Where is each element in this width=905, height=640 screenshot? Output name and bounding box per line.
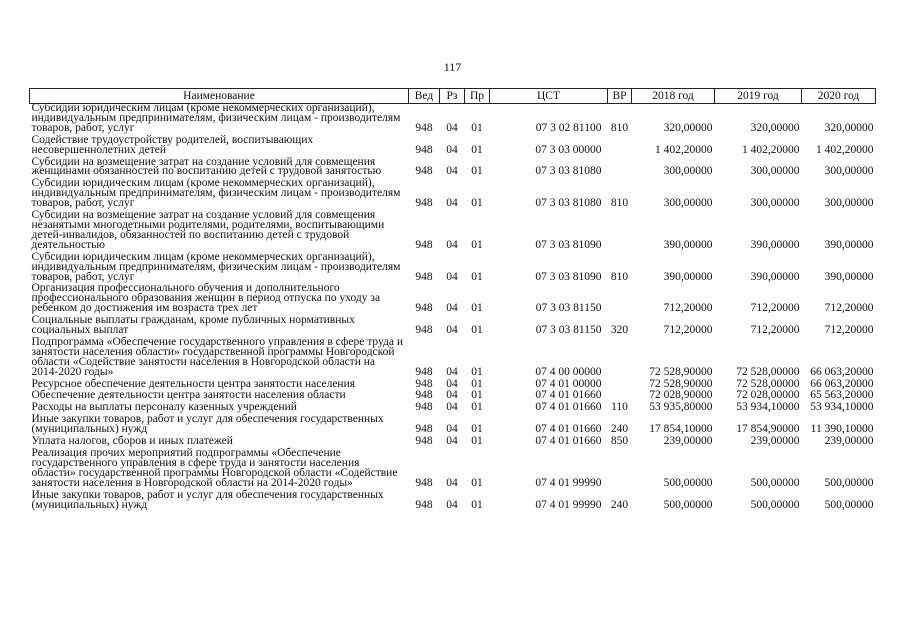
row-value-2020: 390,00000 [824, 238, 874, 251]
row-pr: 01 [471, 365, 483, 378]
budget-table [29, 88, 876, 512]
row-name: Содействие трудоустройству родителей, воспитывающих несовершеннолетних детей [31, 133, 314, 156]
row-value-2018: 72 528,90000 [649, 377, 713, 390]
header-rz: Рз [440, 89, 465, 104]
row-value-2018: 1 402,20000 [655, 143, 713, 156]
table-row [30, 415, 876, 437]
row-value-2020: 1 402,20000 [816, 143, 874, 156]
header-2019: 2019 год [715, 89, 802, 104]
row-value-2018: 320,00000 [663, 121, 713, 134]
table-body [30, 104, 876, 513]
row-name: Социальные выплаты гражданам, кроме публичных нормативных социальных выплат [31, 314, 355, 337]
row-value-2020: 65 563,20000 [810, 389, 874, 402]
row-pr: 01 [471, 165, 483, 178]
row-pr: 01 [471, 401, 483, 414]
row-vr: 320 [610, 324, 629, 337]
row-pr: 01 [471, 121, 483, 134]
row-vr [608, 380, 632, 392]
row-cst: 07 4 01 01660 [535, 401, 602, 414]
row-ved: 948 [415, 324, 433, 337]
row-ved: 948 [415, 143, 433, 156]
row-ved: 948 [415, 365, 433, 378]
header-ved: Вед [409, 89, 440, 104]
row-cst: 07 3 03 00000 [535, 143, 602, 156]
row-ved: 948 [415, 401, 433, 414]
header-2020: 2020 год [802, 89, 876, 104]
row-cst: 07 3 03 81080 [535, 197, 602, 210]
row-name: Иные закупки товаров, работ и услуг для обеспечения государственных (муниципальных) нужд [31, 413, 384, 436]
row-name: Реализация прочих мероприятий подпрограммы «Обеспечение государственного управления в сфере труда и занятости населения области» государственной программы Новгородской области «Содействие занятости населения в Новгородской области на 2014-2020 годы» [31, 447, 398, 489]
row-value-2018: 72 028,90000 [649, 389, 713, 402]
row-name: Организация профессионального обучения и дополнительного профессионального образования женщин в период отпуска по уходу за ребенком до достижения им возраста трех лет [31, 282, 381, 315]
row-name: Субсидии юридическим лицам (кроме некоммерческих организаций), индивидуальным предпринимателям, физическим лицам - производителям товаров, работ, услуг [31, 250, 401, 283]
row-value-2020: 300,00000 [824, 165, 874, 178]
row-rz: 04 [446, 197, 458, 210]
header-vr: ВР [608, 89, 632, 104]
row-value-2018: 712,20000 [663, 324, 713, 337]
row-value-2019: 17 854,90000 [736, 423, 800, 436]
row-vr: 240 [610, 498, 629, 511]
row-pr: 01 [471, 270, 483, 283]
row-ved: 948 [415, 270, 433, 283]
row-name: Расходы на выплаты персоналу казенных учреждений [31, 401, 297, 414]
row-ved: 948 [415, 389, 433, 402]
table-row [30, 136, 876, 158]
row-pr: 01 [471, 435, 483, 448]
row-vr: 850 [610, 435, 629, 448]
row-value-2018: 72 528,90000 [649, 365, 713, 378]
row-rz: 04 [446, 423, 458, 436]
page-number: 117 [443, 60, 462, 74]
row-rz: 04 [446, 238, 458, 251]
row-ved: 948 [415, 121, 433, 134]
row-rz: 04 [446, 435, 458, 448]
row-name: Субсидии юридическим лицам (кроме некоммерческих организаций), индивидуальным предпринимателям, физическим лицам - производителям товаров, работ, услуг [31, 102, 401, 134]
row-name: Ресурсное обеспечение деятельности центра занятости населения [31, 377, 356, 390]
row-value-2019: 390,00000 [750, 270, 800, 283]
row-rz: 04 [446, 377, 458, 390]
row-value-2019: 72 528,00000 [736, 365, 800, 378]
row-value-2020: 11 390,10000 [810, 423, 874, 436]
row-vr: 240 [610, 423, 629, 436]
row-value-2018: 300,00000 [663, 165, 713, 178]
row-ved: 948 [415, 476, 433, 489]
row-pr: 01 [471, 498, 483, 511]
row-cst: 07 3 03 81090 [535, 270, 602, 283]
row-value-2019: 239,00000 [750, 435, 800, 448]
row-vr [608, 211, 632, 253]
row-pr: 01 [471, 197, 483, 210]
row-value-2020: 66 063,20000 [810, 365, 874, 378]
row-cst: 07 3 02 81100 [535, 121, 602, 134]
table-row [30, 179, 876, 211]
row-vr [608, 136, 632, 158]
row-rz: 04 [446, 365, 458, 378]
row-ved: 948 [415, 197, 433, 210]
table-row [30, 338, 876, 380]
row-rz: 04 [446, 302, 458, 315]
table-row [30, 253, 876, 285]
row-rz: 04 [446, 389, 458, 402]
row-value-2018: 239,00000 [663, 435, 713, 448]
row-value-2019: 390,00000 [750, 238, 800, 251]
row-cst: 07 3 03 81080 [535, 165, 602, 178]
row-value-2019: 72 028,00000 [736, 389, 800, 402]
row-cst: 07 4 01 00000 [535, 377, 602, 390]
row-value-2020: 500,00000 [824, 476, 874, 489]
row-rz: 04 [446, 476, 458, 489]
row-rz: 04 [446, 121, 458, 134]
row-pr: 01 [471, 302, 483, 315]
header-2018: 2018 год [632, 89, 715, 104]
row-vr [608, 449, 632, 491]
table-row [30, 211, 876, 253]
row-pr: 01 [471, 238, 483, 251]
row-value-2019: 500,00000 [750, 498, 800, 511]
table-row [30, 158, 876, 180]
row-vr [608, 338, 632, 380]
row-value-2019: 1 402,20000 [742, 143, 800, 156]
row-ved: 948 [415, 423, 433, 436]
row-value-2018: 390,00000 [663, 270, 713, 283]
row-name: Субсидии на возмещение затрат на создание условий для совмещения женщинами обязанностей по воспитанию детей с трудовой занятостью [31, 155, 382, 178]
table-row [30, 316, 876, 338]
row-vr: 110 [611, 401, 628, 414]
table-row [30, 449, 876, 491]
row-rz: 04 [446, 324, 458, 337]
row-cst: 07 3 03 81150 [535, 324, 602, 337]
table-row [30, 491, 876, 513]
row-name: Субсидии на возмещение затрат на создание условий для совмещения незанятыми многодетными родителями, родителями, воспитывающими детей-инвалидов, обязанностей по воспитанию детей с трудовой деятельностью [31, 209, 385, 251]
row-ved: 948 [415, 435, 433, 448]
table-row [30, 104, 876, 136]
row-cst: 07 3 03 81090 [535, 238, 602, 251]
row-cst: 07 4 01 01660 [535, 435, 602, 448]
row-name: Субсидии юридическим лицам (кроме некоммерческих организаций), индивидуальным предпринимателям, физическим лицам - производителям товаров, работ, услуг [31, 177, 401, 210]
row-value-2019: 72 528,00000 [736, 377, 800, 390]
row-name: Иные закупки товаров, работ и услуг для обеспечения государственных (муниципальных) нужд [31, 488, 384, 511]
row-pr: 01 [471, 143, 483, 156]
row-ved: 948 [415, 238, 433, 251]
row-value-2018: 300,00000 [663, 197, 713, 210]
row-vr: 810 [610, 197, 629, 210]
row-vr: 810 [610, 270, 629, 283]
row-cst: 07 4 00 00000 [535, 365, 602, 378]
row-ved: 948 [415, 165, 433, 178]
row-cst: 07 3 03 81150 [535, 302, 602, 315]
row-value-2018: 17 854,10000 [649, 423, 713, 436]
row-value-2019: 320,00000 [750, 121, 800, 134]
row-pr: 01 [471, 476, 483, 489]
row-cst: 07 4 01 01660 [535, 423, 602, 436]
row-value-2018: 390,00000 [663, 238, 713, 251]
row-name: Подпрограмма «Обеспечение государственного управления в сфере труда и занятости населения области» государственной программы Новгородской области «Содействие занятости населения в Новгородской области на 2014-2020 годы» [31, 335, 403, 378]
row-rz: 04 [446, 143, 458, 156]
row-pr: 01 [471, 377, 483, 390]
row-value-2019: 300,00000 [750, 165, 800, 178]
row-rz: 04 [446, 270, 458, 283]
row-value-2020: 53 934,10000 [810, 401, 874, 414]
row-value-2020: 320,00000 [824, 121, 874, 134]
header-name: Наименование [30, 89, 409, 104]
row-value-2020: 66 063,20000 [810, 377, 874, 390]
row-value-2019: 53 934,10000 [736, 401, 800, 414]
row-pr: 01 [471, 423, 483, 436]
row-value-2018: 500,00000 [663, 498, 713, 511]
row-value-2019: 500,00000 [750, 476, 800, 489]
row-name: Обеспечение деятельности центра занятости населения области [31, 389, 346, 402]
row-value-2020: 300,00000 [824, 197, 874, 210]
header-cst: ЦСТ [490, 89, 608, 104]
row-cst: 07 4 01 99990 [535, 476, 602, 489]
row-value-2020: 500,00000 [824, 498, 874, 511]
row-ved: 948 [415, 302, 433, 315]
row-value-2019: 300,00000 [750, 197, 800, 210]
row-vr: 810 [610, 121, 629, 134]
row-value-2019: 712,20000 [750, 302, 800, 315]
row-value-2018: 500,00000 [663, 476, 713, 489]
table-row [30, 284, 876, 316]
row-rz: 04 [446, 401, 458, 414]
row-vr [608, 284, 632, 316]
row-pr: 01 [471, 389, 483, 402]
row-rz: 04 [446, 498, 458, 511]
row-name: Уплата налогов, сборов и иных платежей [31, 435, 233, 448]
row-rz: 04 [446, 165, 458, 178]
row-value-2020: 390,00000 [824, 270, 874, 283]
row-value-2019: 712,20000 [750, 324, 800, 337]
row-value-2020: 712,20000 [824, 302, 874, 315]
row-vr [608, 158, 632, 180]
row-pr: 01 [471, 324, 483, 337]
row-ved: 948 [415, 498, 433, 511]
row-value-2020: 712,20000 [824, 324, 874, 337]
row-cst: 07 4 01 01660 [535, 389, 602, 402]
header-pr: Пр [465, 89, 490, 104]
row-cst: 07 4 01 99990 [535, 498, 602, 511]
row-value-2018: 53 935,80000 [649, 401, 713, 414]
row-value-2020: 239,00000 [824, 435, 874, 448]
row-value-2018: 712,20000 [663, 302, 713, 315]
row-ved: 948 [415, 377, 433, 390]
